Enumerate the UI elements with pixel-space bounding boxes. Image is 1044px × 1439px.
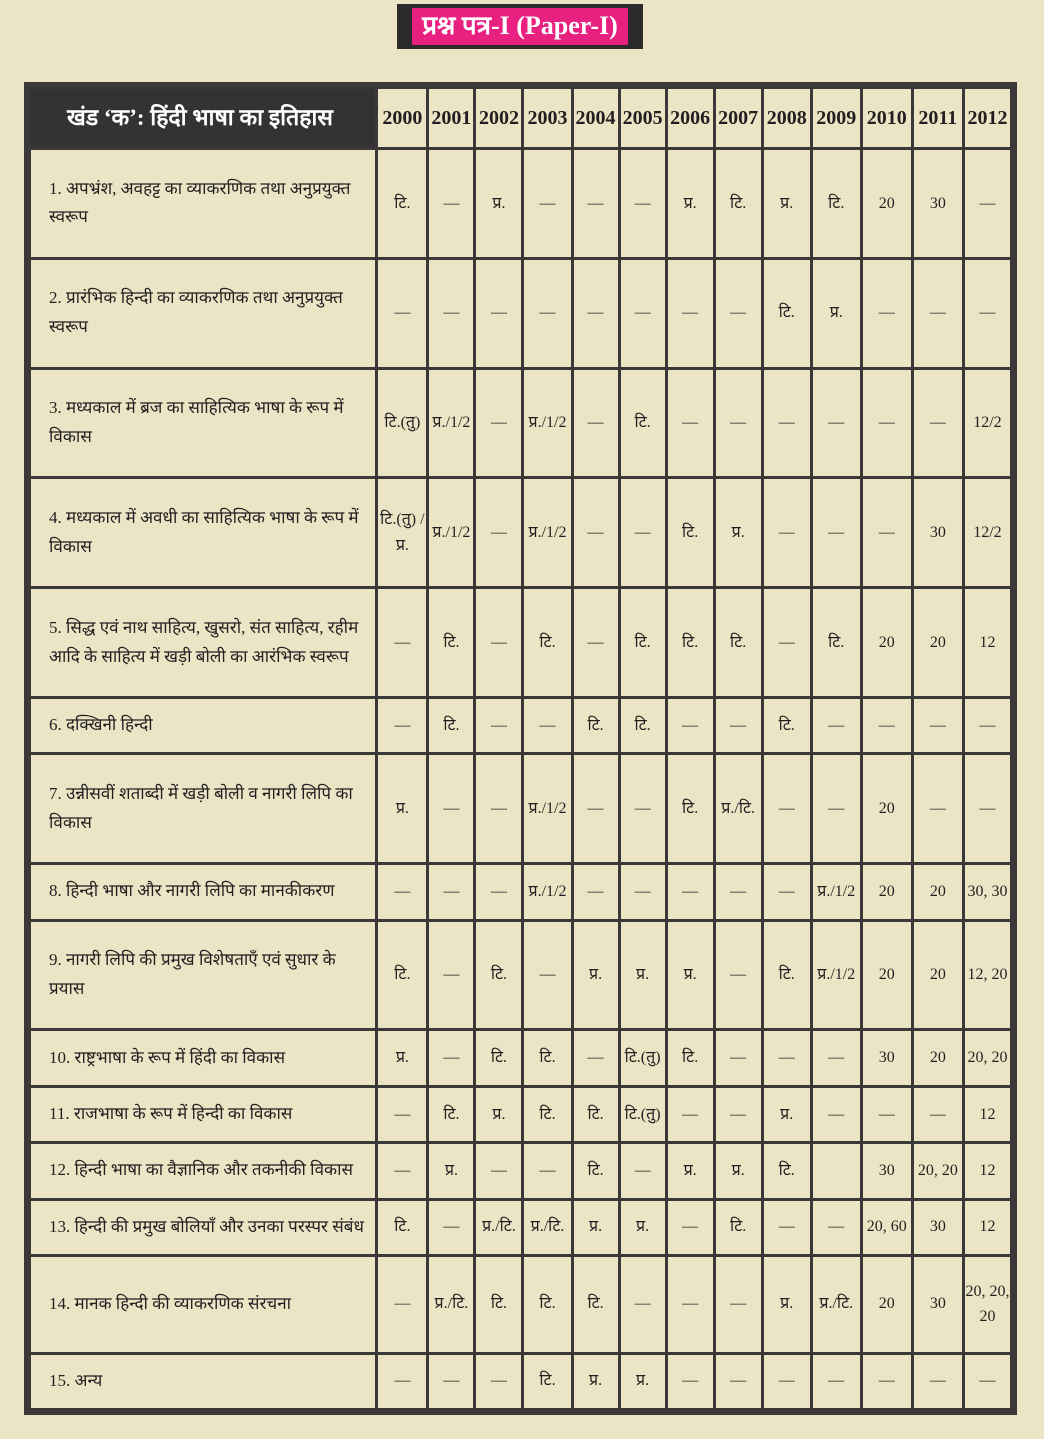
- year-cell: —: [476, 1355, 521, 1408]
- year-cell: प्र.: [764, 150, 810, 257]
- year-cell: —: [813, 755, 860, 862]
- year-cell: —: [574, 1031, 618, 1084]
- year-cell: प्र.: [621, 1201, 665, 1254]
- year-cell: —: [378, 1257, 426, 1352]
- year-cell: —: [716, 1088, 761, 1141]
- year-cell: टि.: [524, 1355, 570, 1408]
- year-cell: प्र.: [716, 1144, 761, 1197]
- year-cell: —: [716, 699, 761, 752]
- year-cell: —: [621, 755, 665, 862]
- year-cell: टि.: [668, 479, 713, 586]
- year-cell: —: [965, 150, 1010, 257]
- year-cell: प्र.: [574, 922, 618, 1029]
- table-row: [31, 150, 1010, 257]
- year-cell: टि.: [764, 922, 810, 1029]
- year-cell: प्र.: [574, 1355, 618, 1408]
- year-cell: 30: [914, 1257, 962, 1352]
- topic-cell: 3. मध्यकाल में ब्रज का साहित्यिक भाषा के रूप में विकास: [31, 370, 375, 477]
- year-cell: प्र./1/2: [429, 479, 473, 586]
- year-cell: 20, 20: [965, 1031, 1010, 1084]
- year-cell: —: [429, 1031, 473, 1084]
- year-cell: प्र./1/2: [524, 479, 570, 586]
- year-cell: —: [524, 150, 570, 257]
- year-cell: 20, 60: [863, 1201, 911, 1254]
- year-cell: —: [574, 150, 618, 257]
- year-cell: —: [764, 370, 810, 477]
- year-cell: —: [429, 260, 473, 367]
- year-cell: 20: [863, 1257, 911, 1352]
- year-cell: टि.: [524, 1088, 570, 1141]
- year-cell: टि.: [764, 1144, 810, 1197]
- year-cell: —: [476, 865, 521, 918]
- year-cell: —: [378, 699, 426, 752]
- year-cell: —: [914, 755, 962, 862]
- topic-cell: 9. नागरी लिपि की प्रमुख विशेषताएँ एवं सुधार के प्रयास: [31, 922, 375, 1029]
- year-cell: —: [668, 1355, 713, 1408]
- year-cell: —: [574, 589, 618, 696]
- year-cell: टि.(तु): [621, 1088, 665, 1141]
- table-header-row: [31, 89, 1010, 147]
- year-cell: टि.: [813, 150, 860, 257]
- table-row: [31, 1201, 1010, 1254]
- year-cell: —: [574, 755, 618, 862]
- year-cell: —: [764, 589, 810, 696]
- year-cell: —: [574, 865, 618, 918]
- year-cell: —: [524, 1144, 570, 1197]
- year-cell: 30, 30: [965, 865, 1010, 918]
- table-row: [31, 865, 1010, 918]
- year-cell: —: [914, 699, 962, 752]
- year-cell: —: [914, 1355, 962, 1408]
- year-cell: प्र.: [716, 479, 761, 586]
- year-header: 2003: [524, 89, 570, 147]
- year-cell: —: [429, 1355, 473, 1408]
- year-cell: —: [965, 1355, 1010, 1408]
- table-row: [31, 260, 1010, 367]
- year-cell: —: [668, 1201, 713, 1254]
- year-cell: —: [764, 755, 810, 862]
- year-cell: —: [476, 755, 521, 862]
- year-cell: —: [476, 699, 521, 752]
- year-cell: —: [429, 1201, 473, 1254]
- year-cell: —: [965, 260, 1010, 367]
- year-cell: [813, 1144, 860, 1197]
- year-cell: 20: [863, 922, 911, 1029]
- year-cell: प्र.: [476, 1088, 521, 1141]
- year-cell: —: [863, 1088, 911, 1141]
- year-header: 2012: [965, 89, 1010, 147]
- year-cell: —: [378, 589, 426, 696]
- year-cell: 30: [914, 479, 962, 586]
- year-cell: —: [429, 922, 473, 1029]
- year-cell: —: [378, 865, 426, 918]
- year-cell: 12/2: [965, 370, 1010, 477]
- year-cell: टि.: [574, 699, 618, 752]
- year-cell: 20, 20, 20: [965, 1257, 1010, 1352]
- year-cell: 30: [914, 1201, 962, 1254]
- year-cell: प्र.: [668, 922, 713, 1029]
- year-cell: प्र.: [668, 150, 713, 257]
- year-cell: प्र.: [378, 755, 426, 862]
- year-cell: —: [863, 699, 911, 752]
- year-cell: —: [965, 699, 1010, 752]
- year-cell: —: [621, 1257, 665, 1352]
- section-header: खंड ‘क’: हिंदी भाषा का इतिहास: [31, 89, 375, 147]
- year-cell: —: [574, 479, 618, 586]
- year-cell: 12: [965, 1144, 1010, 1197]
- year-cell: टि.: [764, 260, 810, 367]
- year-header: 2007: [716, 89, 761, 147]
- year-cell: —: [476, 260, 521, 367]
- year-cell: प्र.: [429, 1144, 473, 1197]
- year-cell: —: [668, 1088, 713, 1141]
- year-cell: प्र./टि.: [524, 1201, 570, 1254]
- table-row: [31, 1144, 1010, 1197]
- year-cell: —: [476, 1144, 521, 1197]
- year-header: 2010: [863, 89, 911, 147]
- topic-cell: 12. हिन्दी भाषा का वैज्ञानिक और तकनीकी विकास: [31, 1144, 375, 1197]
- year-cell: प्र./टि.: [813, 1257, 860, 1352]
- year-header: 2009: [813, 89, 860, 147]
- topic-cell: 13. हिन्दी की प्रमुख बोलियाँ और उनका परस्पर संबंध: [31, 1201, 375, 1254]
- table-body: [31, 150, 1010, 1408]
- year-cell: 12: [965, 589, 1010, 696]
- year-cell: 20: [914, 922, 962, 1029]
- year-cell: प्र.: [378, 1031, 426, 1084]
- year-cell: —: [716, 865, 761, 918]
- year-cell: प्र./टि.: [429, 1257, 473, 1352]
- question-table-frame: [24, 82, 1017, 1415]
- question-table: [28, 86, 1013, 1411]
- year-cell: —: [764, 479, 810, 586]
- year-cell: —: [668, 699, 713, 752]
- year-cell: टि.: [716, 150, 761, 257]
- year-cell: टि.: [378, 922, 426, 1029]
- year-cell: 30: [863, 1144, 911, 1197]
- year-cell: —: [668, 865, 713, 918]
- year-cell: टि.: [668, 755, 713, 862]
- year-cell: प्र.: [621, 1355, 665, 1408]
- year-cell: प्र./1/2: [524, 865, 570, 918]
- year-cell: 12, 20: [965, 922, 1010, 1029]
- year-cell: —: [716, 370, 761, 477]
- year-cell: —: [914, 370, 962, 477]
- year-cell: —: [574, 260, 618, 367]
- year-cell: प्र./1/2: [524, 755, 570, 862]
- year-cell: टि.: [668, 589, 713, 696]
- year-cell: 20: [863, 865, 911, 918]
- year-cell: टि.: [378, 150, 426, 257]
- year-cell: 20: [914, 589, 962, 696]
- year-cell: —: [914, 260, 962, 367]
- table-row: [31, 755, 1010, 862]
- page-title-box: [397, 4, 643, 49]
- year-header: 2005: [621, 89, 665, 147]
- table-row: [31, 589, 1010, 696]
- year-cell: —: [813, 1088, 860, 1141]
- year-cell: —: [764, 865, 810, 918]
- year-cell: प्र./1/2: [813, 922, 860, 1029]
- year-cell: टि.: [524, 1031, 570, 1084]
- year-cell: —: [716, 922, 761, 1029]
- year-cell: 30: [863, 1031, 911, 1084]
- topic-cell: 1. अपभ्रंश, अवहट्ट का व्याकरणिक तथा अनुप्रयुक्त स्वरूप: [31, 150, 375, 257]
- year-header: 2000: [378, 89, 426, 147]
- year-cell: प्र.: [813, 260, 860, 367]
- topic-cell: 8. हिन्दी भाषा और नागरी लिपि का मानकीकरण: [31, 865, 375, 918]
- year-cell: —: [378, 1144, 426, 1197]
- year-cell: 20: [863, 589, 911, 696]
- topic-cell: 5. सिद्ध एवं नाथ साहित्य, खुसरो, संत साहित्य, रहीम आदि के साहित्य में खड़ी बोली का आरंभिक स्वरूप: [31, 589, 375, 696]
- year-cell: —: [764, 1201, 810, 1254]
- table-row: [31, 370, 1010, 477]
- year-cell: —: [621, 150, 665, 257]
- topic-cell: 15. अन्य: [31, 1355, 375, 1408]
- year-cell: —: [378, 260, 426, 367]
- year-cell: प्र./1/2: [524, 370, 570, 477]
- year-cell: प्र.: [764, 1257, 810, 1352]
- year-cell: —: [965, 755, 1010, 862]
- year-cell: —: [476, 589, 521, 696]
- year-cell: टि.: [574, 1257, 618, 1352]
- year-cell: प्र.: [764, 1088, 810, 1141]
- year-cell: —: [863, 370, 911, 477]
- year-cell: 20: [914, 1031, 962, 1084]
- year-cell: प्र.: [668, 1144, 713, 1197]
- year-cell: टि.(तु): [621, 1031, 665, 1084]
- year-cell: —: [621, 479, 665, 586]
- year-cell: —: [813, 370, 860, 477]
- table-row: [31, 1088, 1010, 1141]
- year-cell: —: [476, 370, 521, 477]
- year-cell: —: [813, 479, 860, 586]
- table-row: [31, 1355, 1010, 1408]
- year-cell: —: [429, 150, 473, 257]
- year-cell: —: [429, 755, 473, 862]
- table-row: [31, 1257, 1010, 1352]
- year-cell: टि.: [429, 1088, 473, 1141]
- year-cell: —: [764, 1031, 810, 1084]
- page-title: प्रश्न पत्र-I (Paper-I): [412, 8, 628, 45]
- table-row: [31, 479, 1010, 586]
- year-cell: —: [524, 260, 570, 367]
- year-cell: प्र.: [476, 150, 521, 257]
- year-cell: टि.: [524, 589, 570, 696]
- year-cell: —: [378, 1355, 426, 1408]
- year-cell: टि.(तु): [378, 370, 426, 477]
- year-cell: —: [574, 370, 618, 477]
- year-cell: —: [621, 865, 665, 918]
- year-cell: टि.: [378, 1201, 426, 1254]
- year-cell: टि.: [476, 1257, 521, 1352]
- table-row: [31, 699, 1010, 752]
- year-cell: टि.: [813, 589, 860, 696]
- year-cell: 20: [863, 755, 911, 862]
- year-cell: टि.: [621, 589, 665, 696]
- year-cell: प्र./1/2: [429, 370, 473, 477]
- year-cell: टि.: [621, 370, 665, 477]
- year-cell: —: [524, 699, 570, 752]
- year-header: 2008: [764, 89, 810, 147]
- year-cell: —: [716, 260, 761, 367]
- year-cell: —: [813, 1201, 860, 1254]
- topic-cell: 4. मध्यकाल में अवधी का साहित्यिक भाषा के रूप में विकास: [31, 479, 375, 586]
- year-cell: प्र./टि.: [476, 1201, 521, 1254]
- table-row: [31, 922, 1010, 1029]
- year-cell: 12: [965, 1201, 1010, 1254]
- year-cell: टि.: [621, 699, 665, 752]
- year-cell: प्र./1/2: [813, 865, 860, 918]
- year-cell: —: [621, 260, 665, 367]
- year-cell: —: [813, 699, 860, 752]
- year-cell: 12: [965, 1088, 1010, 1141]
- year-cell: टि.: [764, 699, 810, 752]
- year-cell: 20: [863, 150, 911, 257]
- year-cell: —: [716, 1355, 761, 1408]
- year-cell: टि.: [429, 589, 473, 696]
- year-cell: —: [813, 1355, 860, 1408]
- year-cell: 12/2: [965, 479, 1010, 586]
- year-cell: —: [668, 1257, 713, 1352]
- year-cell: —: [429, 865, 473, 918]
- year-cell: —: [716, 1031, 761, 1084]
- year-header: 2004: [574, 89, 618, 147]
- year-cell: टि.: [574, 1144, 618, 1197]
- year-cell: टि.: [476, 922, 521, 1029]
- year-cell: —: [524, 922, 570, 1029]
- year-header: 2011: [914, 89, 962, 147]
- year-header: 2001: [429, 89, 473, 147]
- year-cell: —: [914, 1088, 962, 1141]
- year-cell: प्र.: [621, 922, 665, 1029]
- year-cell: —: [378, 1088, 426, 1141]
- year-cell: —: [813, 1031, 860, 1084]
- table-row: [31, 1031, 1010, 1084]
- year-cell: टि.: [668, 1031, 713, 1084]
- year-cell: —: [863, 1355, 911, 1408]
- topic-cell: 11. राजभाषा के रूप में हिन्दी का विकास: [31, 1088, 375, 1141]
- topic-cell: 6. दक्खिनी हिन्दी: [31, 699, 375, 752]
- year-cell: टि.: [716, 1201, 761, 1254]
- year-cell: —: [863, 479, 911, 586]
- year-cell: टि.(तु) /प्र.: [378, 479, 426, 586]
- year-header: 2002: [476, 89, 521, 147]
- year-cell: टि.: [574, 1088, 618, 1141]
- year-cell: —: [716, 1257, 761, 1352]
- year-cell: —: [668, 260, 713, 367]
- year-cell: प्र.: [574, 1201, 618, 1254]
- year-cell: 30: [914, 150, 962, 257]
- year-cell: 20: [914, 865, 962, 918]
- year-cell: प्र./टि.: [716, 755, 761, 862]
- topic-cell: 10. राष्ट्रभाषा के रूप में हिंदी का विकास: [31, 1031, 375, 1084]
- year-cell: —: [476, 479, 521, 586]
- year-cell: 20, 20: [914, 1144, 962, 1197]
- year-cell: —: [863, 260, 911, 367]
- year-cell: —: [621, 1144, 665, 1197]
- year-cell: टि.: [429, 699, 473, 752]
- year-cell: टि.: [524, 1257, 570, 1352]
- year-header: 2006: [668, 89, 713, 147]
- year-cell: टि.: [716, 589, 761, 696]
- year-cell: टि.: [476, 1031, 521, 1084]
- topic-cell: 14. मानक हिन्दी की व्याकरणिक संरचना: [31, 1257, 375, 1352]
- year-cell: —: [668, 370, 713, 477]
- year-cell: —: [764, 1355, 810, 1408]
- topic-cell: 2. प्रारंभिक हिन्दी का व्याकरणिक तथा अनुप्रयुक्त स्वरूप: [31, 260, 375, 367]
- topic-cell: 7. उन्नीसवीं शताब्दी में खड़ी बोली व नागरी लिपि का विकास: [31, 755, 375, 862]
